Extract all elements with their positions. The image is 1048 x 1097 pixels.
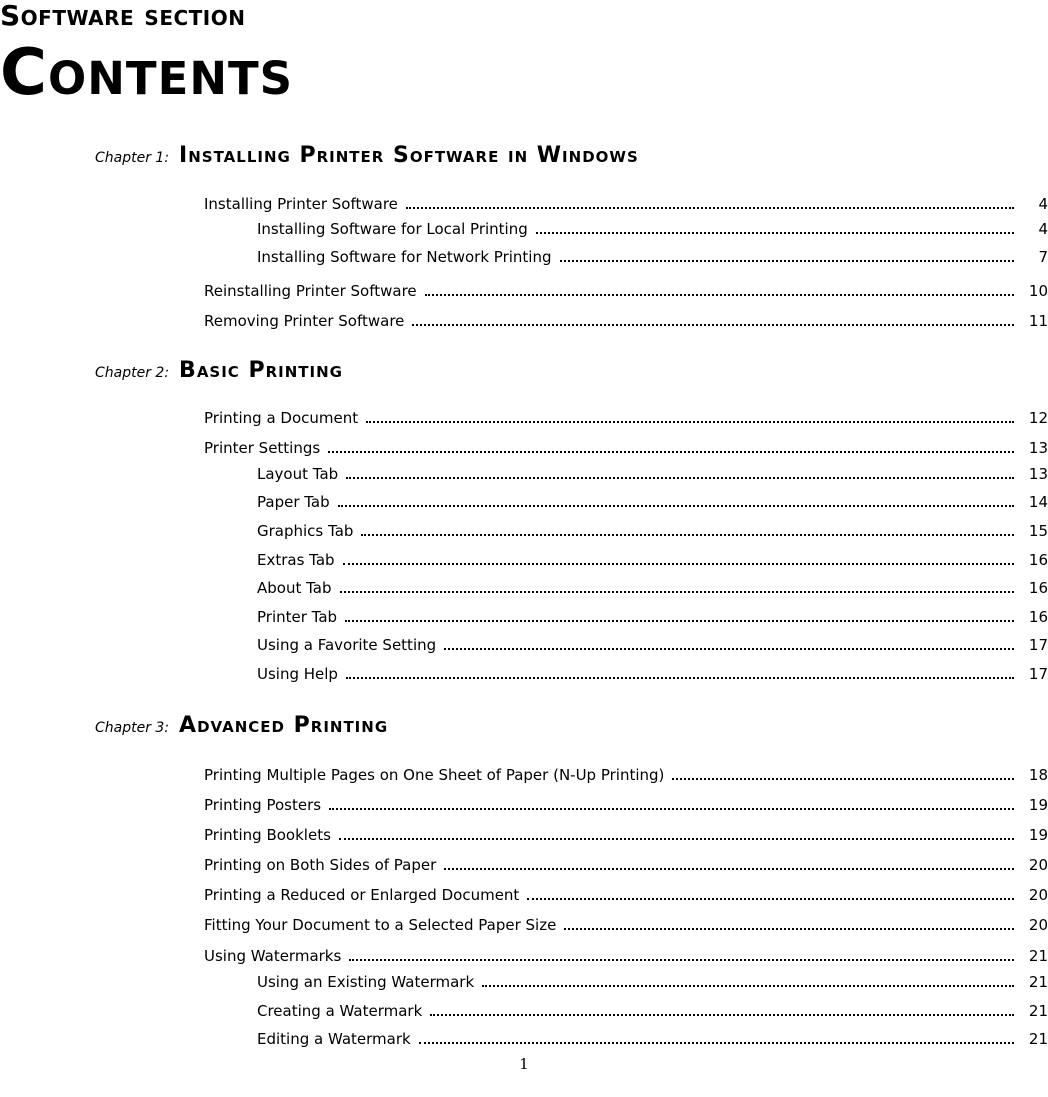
toc-entry[interactable]: [257, 216, 1048, 239]
toc-page-number: 4: [1038, 195, 1048, 213]
leader-dots: [349, 943, 1014, 961]
toc-entry-text: Printing a Document: [204, 409, 359, 427]
toc-page-number: 13: [1028, 465, 1048, 483]
toc-entry-text: About Tab: [257, 579, 332, 597]
toc-entry[interactable]: [257, 518, 1048, 541]
toc-page-number: 18: [1028, 766, 1048, 784]
toc-entry[interactable]: [204, 308, 1048, 331]
toc-page-number: 20: [1028, 886, 1048, 904]
page-title: Contents: [0, 36, 294, 110]
leader-dots: [338, 489, 1014, 507]
chapter-title: Advanced Printing: [179, 713, 389, 738]
toc-page-number: 13: [1028, 439, 1048, 457]
chapter-title: Installing Printer Software in Windows: [179, 143, 639, 168]
toc-entry-text: Printing Booklets: [204, 826, 331, 844]
toc-entry-text: Installing Software for Local Printing: [257, 220, 528, 238]
leader-dots: [672, 762, 1014, 780]
toc-page-number: 16: [1028, 608, 1048, 626]
toc-entry-text: Installing Software for Network Printing: [257, 248, 552, 266]
toc-entry[interactable]: [204, 912, 1048, 935]
leader-dots: [560, 244, 1015, 262]
toc-entry-text: Creating a Watermark: [257, 1002, 423, 1020]
toc-entry-text: Printing a Reduced or Enlarged Document: [204, 886, 520, 904]
leader-dots: [339, 822, 1014, 840]
leader-dots: [527, 882, 1014, 900]
leader-dots: [329, 792, 1014, 810]
toc-page-number: 19: [1028, 796, 1048, 814]
toc-entry-text: Using an Existing Watermark: [257, 973, 475, 991]
toc-page-number: 21: [1028, 1030, 1048, 1048]
toc-entry[interactable]: [204, 943, 1048, 966]
toc-page-number: 16: [1028, 579, 1048, 597]
leader-dots: [430, 998, 1014, 1016]
toc-entry[interactable]: [204, 762, 1048, 785]
chapter-label: Chapter 2:: [95, 365, 170, 381]
toc-page-number: 12: [1028, 409, 1048, 427]
toc-entry[interactable]: [257, 489, 1048, 512]
leader-dots: [343, 547, 1014, 565]
leader-dots: [412, 308, 1014, 326]
toc-entry-text: Editing a Watermark: [257, 1030, 411, 1048]
leader-dots: [346, 461, 1014, 479]
toc-entry[interactable]: [257, 547, 1048, 570]
toc-entry-text: Reinstalling Printer Software: [204, 282, 417, 300]
toc-entry[interactable]: [204, 792, 1048, 815]
leader-dots: [328, 435, 1014, 453]
chapter-title: Basic Printing: [179, 358, 343, 383]
toc-entry-text: Using Watermarks: [204, 947, 342, 965]
leader-dots: [444, 852, 1014, 870]
toc-entry-text: Printing Posters: [204, 796, 322, 814]
toc-entry-text: Fitting Your Document to a Selected Paper Size: [204, 916, 557, 934]
toc-entry-text: Installing Printer Software: [204, 195, 398, 213]
toc-entry-text: Printing on Both Sides of Paper: [204, 856, 437, 874]
toc-page-number: 11: [1028, 312, 1048, 330]
toc-entry[interactable]: [204, 852, 1048, 875]
toc-entry[interactable]: [204, 405, 1048, 428]
toc-entry-text: Printer Tab: [257, 608, 338, 626]
chapter-label: Chapter 1:: [95, 150, 170, 166]
leader-dots: [444, 632, 1014, 650]
leader-dots: [366, 405, 1014, 423]
toc-entry[interactable]: [204, 278, 1048, 301]
toc-page-number: 17: [1028, 636, 1048, 654]
toc-page-number: 4: [1038, 220, 1048, 238]
toc-entry[interactable]: [257, 1026, 1048, 1049]
chapter-label: Chapter 3:: [95, 720, 170, 736]
leader-dots: [345, 604, 1014, 622]
toc-entry[interactable]: [257, 575, 1048, 598]
toc-page-number: 19: [1028, 826, 1048, 844]
toc-entry-text: Removing Printer Software: [204, 312, 405, 330]
toc-entry[interactable]: [257, 661, 1048, 684]
toc-page-number: 20: [1028, 856, 1048, 874]
toc-page-number: 16: [1028, 551, 1048, 569]
leader-dots: [564, 912, 1014, 930]
toc-entry[interactable]: [257, 244, 1048, 267]
toc-entry-text: Printer Settings: [204, 439, 321, 457]
leader-dots: [361, 518, 1014, 536]
leader-dots: [346, 661, 1014, 679]
toc-entry-text: Using a Favorite Setting: [257, 636, 437, 654]
leader-dots: [482, 969, 1014, 987]
leader-dots: [425, 278, 1014, 296]
toc-entry-text: Printing Multiple Pages on One Sheet of Paper (N-Up Printing): [204, 766, 665, 784]
toc-entry[interactable]: [257, 461, 1048, 484]
toc-page-number: 21: [1028, 947, 1048, 965]
section-title: Software section: [0, 0, 246, 32]
toc-page-number: 7: [1038, 248, 1048, 266]
toc-entry[interactable]: [204, 882, 1048, 905]
toc-page-number: 10: [1028, 282, 1048, 300]
toc-entry[interactable]: [204, 822, 1048, 845]
leader-dots: [419, 1026, 1014, 1044]
toc-entry[interactable]: [257, 998, 1048, 1021]
toc-entry-text: Layout Tab: [257, 465, 339, 483]
toc-entry[interactable]: [257, 632, 1048, 655]
toc-entry-text: Paper Tab: [257, 493, 330, 511]
leader-dots: [406, 191, 1014, 209]
chapter-1-heading: [95, 143, 639, 168]
chapter-3-heading: [95, 713, 388, 738]
toc-entry-text: Graphics Tab: [257, 522, 354, 540]
toc-page-number: 20: [1028, 916, 1048, 934]
leader-dots: [340, 575, 1014, 593]
toc-page-number: 21: [1028, 973, 1048, 991]
toc-page-number: 14: [1028, 493, 1048, 511]
toc-page-number: 15: [1028, 522, 1048, 540]
toc-entry[interactable]: [204, 191, 1048, 214]
toc-entry[interactable]: [257, 604, 1048, 627]
toc-entry[interactable]: [204, 435, 1048, 458]
toc-page-number: 21: [1028, 1002, 1048, 1020]
leader-dots: [536, 216, 1014, 234]
toc-entry-text: Using Help: [257, 665, 338, 683]
toc-entry-text: Extras Tab: [257, 551, 335, 569]
toc-entry[interactable]: [257, 969, 1048, 992]
chapter-2-heading: [95, 358, 343, 383]
page-number: 1: [519, 1055, 529, 1073]
toc-page-number: 17: [1028, 665, 1048, 683]
